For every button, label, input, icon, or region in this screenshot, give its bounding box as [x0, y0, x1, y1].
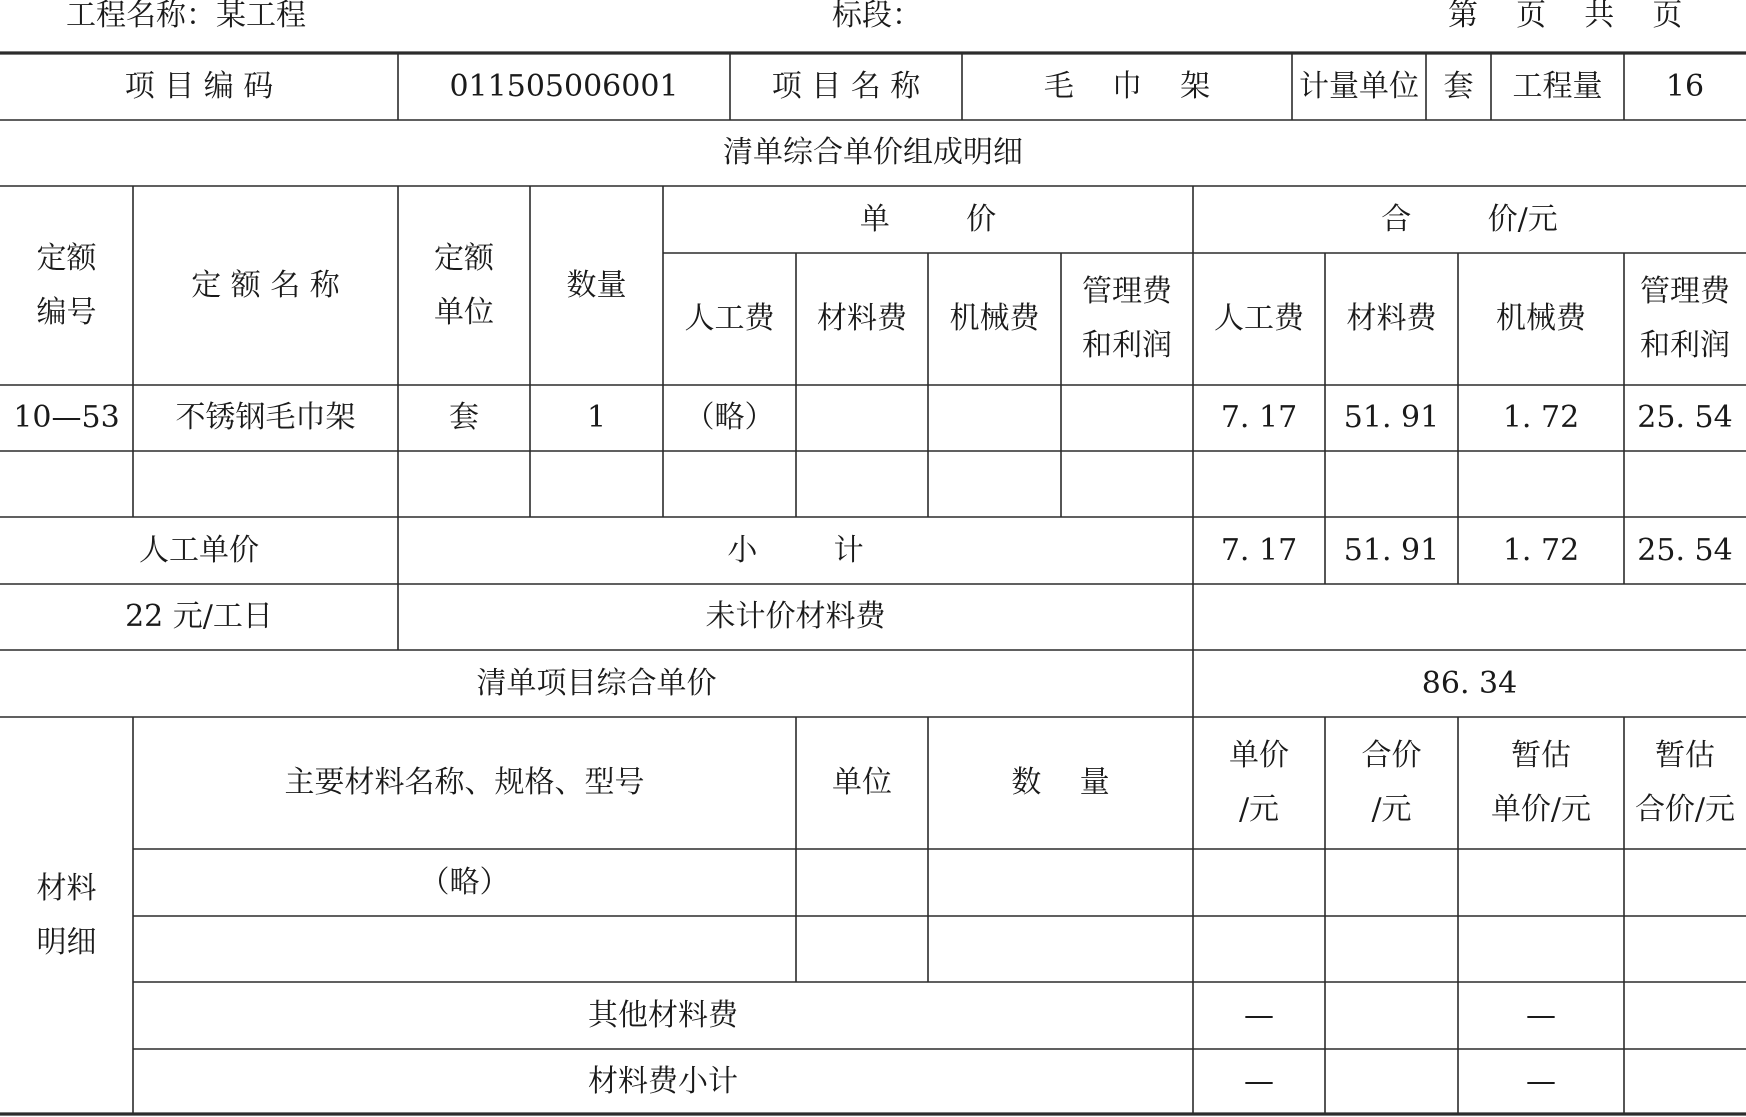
subtotal-machine: 1. 72 [1502, 532, 1580, 568]
material-est-total-price-header: 暂估 合价/元 [1634, 738, 1736, 827]
col-tp-machine: 机械费 [1496, 301, 1586, 336]
row-qty: 1 [586, 400, 607, 435]
page-info: 第 页 共 页 [1448, 0, 1683, 33]
other-material-unit-price: — [1244, 997, 1274, 1033]
material-subtotal-unit-price: — [1244, 1063, 1274, 1099]
item-code-label: 项 目 编 码 [124, 68, 274, 104]
col-up-mgmt: 管理费 和利润 [1082, 274, 1172, 363]
item-unit-value: 套 [1443, 68, 1474, 104]
detail-title: 清单综合单价组成明细 [723, 135, 1023, 170]
col-unit-price-group: 单 价 [859, 201, 997, 237]
item-name-label: 项 目 名 称 [771, 68, 921, 104]
col-quota-name: 定 额 名 称 [191, 267, 340, 303]
labor-rate-label: 人工单价 [139, 532, 259, 568]
section-label: 标段： [832, 0, 922, 33]
col-quota-unit: 定额 单位 [434, 240, 494, 330]
row-tp-mgmt: 25. 54 [1637, 400, 1733, 435]
col-tp-mgmt: 管理费 和利润 [1640, 274, 1730, 363]
subtotal-mgmt: 25. 54 [1637, 532, 1733, 568]
item-name-value: 毛 巾 架 [1043, 68, 1211, 104]
item-unit-label: 计量单位 [1299, 68, 1419, 104]
subtotal-material: 51. 91 [1343, 532, 1440, 568]
row-unit-price-note: （略） [684, 400, 775, 435]
col-quota-code: 定额 编号 [36, 240, 97, 330]
material-subtotal-est-unit-price: — [1526, 1063, 1556, 1099]
material-detail-side-label: 材料 明细 [36, 870, 97, 960]
col-up-labor: 人工费 [684, 301, 775, 336]
project-name: 工程名称：某工程 [66, 0, 306, 33]
unpriced-material-label: 未计价材料费 [705, 599, 886, 634]
col-quantity: 数量 [566, 267, 627, 303]
item-code-value: 011505006001 [449, 68, 679, 104]
subtotal-label: 小 计 [727, 532, 864, 568]
other-material-label: 其他材料费 [588, 997, 738, 1033]
col-up-material: 材料费 [817, 301, 907, 336]
row-unit: 套 [449, 400, 479, 435]
other-material-est-unit-price: — [1526, 997, 1556, 1033]
labor-rate-value: 22 元/工日 [125, 599, 273, 634]
material-unit-header: 单位 [832, 765, 892, 800]
material-qty-header: 数 量 [1011, 765, 1110, 800]
material-name-header: 主要材料名称、规格、型号 [284, 765, 645, 800]
col-total-price-group: 合 价/元 [1381, 201, 1558, 237]
material-unit-price-header: 单价 /元 [1229, 738, 1289, 827]
material-est-unit-price-header: 暂估 单价/元 [1490, 738, 1592, 827]
material-row1-name: （略） [419, 864, 510, 900]
material-total-price-header: 合价 /元 [1361, 738, 1422, 827]
col-tp-material: 材料费 [1346, 301, 1437, 336]
material-subtotal-label: 材料费小计 [588, 1063, 738, 1099]
row-tp-material: 51. 91 [1343, 400, 1440, 435]
item-qty-value: 16 [1665, 68, 1705, 104]
col-tp-labor: 人工费 [1214, 301, 1304, 336]
row-tp-labor: 7. 17 [1220, 400, 1298, 435]
row-tp-machine: 1. 72 [1502, 400, 1580, 435]
subtotal-labor: 7. 17 [1220, 532, 1298, 568]
col-up-machine: 机械费 [949, 301, 1040, 336]
comprehensive-price-label: 清单项目综合单价 [476, 665, 717, 701]
row-name: 不锈钢毛巾架 [175, 400, 356, 435]
comprehensive-price-value: 86. 34 [1421, 665, 1518, 701]
item-qty-label: 工程量 [1512, 68, 1603, 104]
row-code: 10—53 [13, 400, 120, 435]
